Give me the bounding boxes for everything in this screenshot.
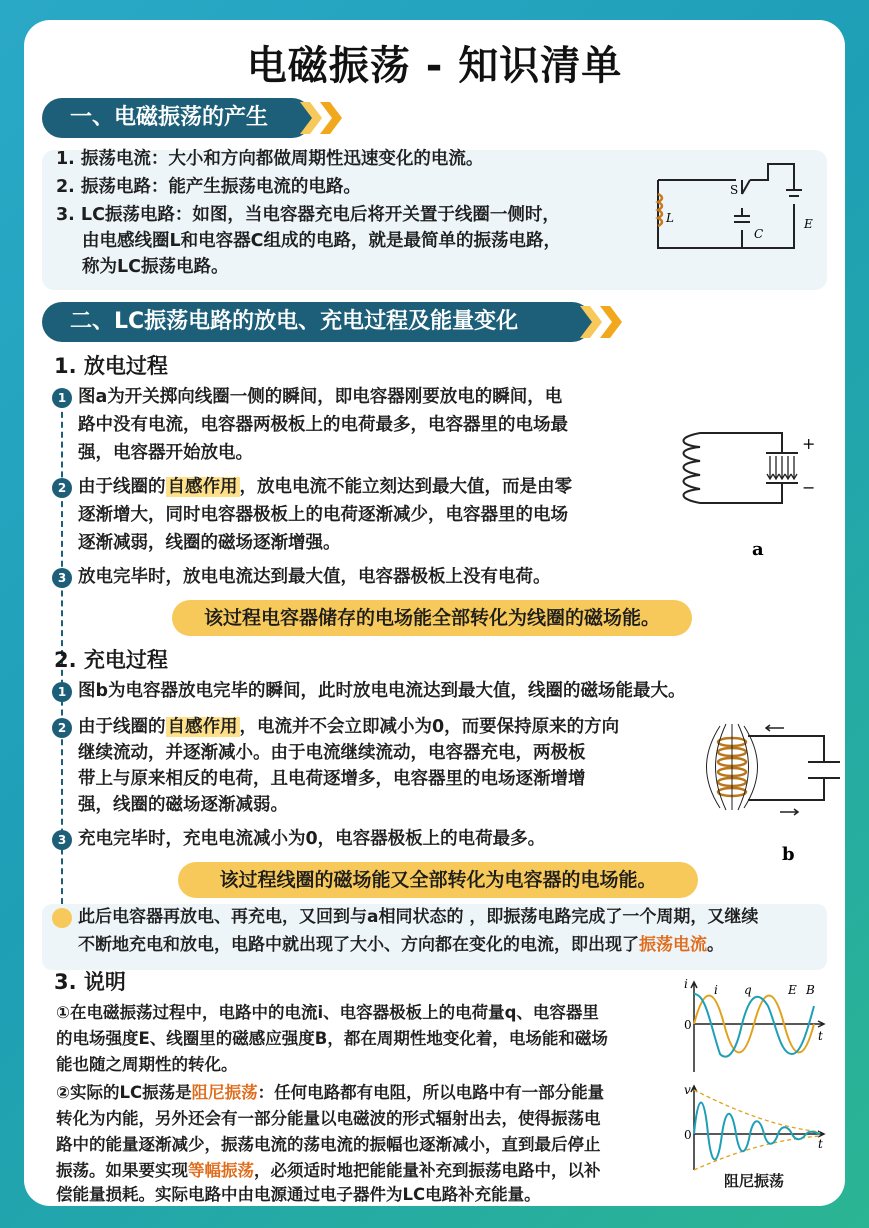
step-badge-2: 2	[52, 718, 72, 738]
figure-b-diagram	[704, 714, 844, 864]
highlight-term: 振荡电流	[639, 935, 707, 955]
paragraph-line: 强，线圈的磁场逐渐减弱。	[78, 795, 288, 815]
label-S: S	[730, 183, 739, 197]
paragraph-line: 路中的能量逐渐减少，振荡电流的荡电流的振幅也逐渐减小，直到最后停止	[56, 1135, 601, 1154]
list-item: 由电感线圈L和电容器C组成的电路，就是最简单的振荡电路，	[82, 231, 561, 251]
paragraph-line: 的电场强度E、线圈里的磁感应强度B，都在周期性地变化着，电场能和磁场	[56, 1029, 608, 1048]
step-badge-2: 2	[52, 478, 72, 498]
figure-a-diagram	[674, 425, 814, 565]
paragraph-line: 由于线圈的 自感作用 ，放电电流不能立刻达到最大值，而是由零	[78, 477, 572, 497]
label-E: E	[804, 217, 813, 231]
highlight-term: 阻尼振荡	[191, 1083, 258, 1102]
section1-header	[42, 98, 312, 138]
highlight-term: 自感作用	[167, 477, 238, 497]
highlight-term: 等幅振荡	[188, 1161, 254, 1180]
paragraph-line: 带上与原来相反的电荷，且电荷逐增多，电容器里的电场逐渐增增	[78, 769, 586, 789]
axis-origin: 0	[684, 1018, 692, 1032]
paragraph-line: 路中没有电流，电容器两极板上的电荷最多，电容器里的电场最	[78, 415, 568, 435]
paragraph-line: 能也随之周期性的转化。	[56, 1055, 238, 1074]
list-item: 3. LC振荡电路：如图，当电容器充电后将开关置于线圈一侧时，	[56, 205, 560, 225]
paragraph-line: 偿能量损耗。实际电路中由电源通过电子器件为LC电路补充能量。	[56, 1185, 541, 1204]
svg-text:+: +	[802, 434, 816, 453]
paragraph-line: ②实际的LC振荡是阻尼振荡：任何电路都有电阻，所以电路中有一部分能量	[56, 1083, 605, 1102]
series-label: q	[744, 983, 752, 997]
note-line: 此后电容器再放电、再充电，又回到与a相同状态的 ，即振荡电路完成了一个周期，又继续	[78, 907, 759, 927]
step-badge-1: 1	[52, 682, 72, 702]
axis-label-x: t	[818, 1029, 823, 1043]
paragraph-line: 逐渐减弱，线圈的磁场逐渐增强。	[78, 533, 341, 553]
chevron-right-icon	[300, 98, 346, 138]
page-title: 电磁振荡 - 知识清单	[246, 43, 623, 89]
series-label: i	[714, 983, 718, 997]
explanation-title: 3. 说明	[54, 970, 126, 994]
axis-label-x: t	[818, 1137, 823, 1151]
step-badge-3: 3	[52, 830, 72, 850]
note-dot-icon	[52, 908, 72, 928]
discharge-title: 1. 放电过程	[54, 354, 168, 378]
list-item: 1. 振荡电流：大小和方向都做周期性迅速变化的电流。	[56, 149, 484, 169]
series-label: E	[788, 983, 797, 997]
axis-label-y: i	[684, 977, 688, 991]
paragraph-line: 转化为内能，另外还会有一部分能量以电磁波的形式辐射出去，使得振荡电	[56, 1109, 601, 1128]
label-L: L	[666, 211, 674, 225]
step-badge-3: 3	[52, 568, 72, 588]
paragraph-line: ①在电磁振荡过程中，电路中的电流i、电容器极板上的电荷量q、电容器里	[56, 1003, 599, 1022]
oscillation-graph	[680, 976, 830, 1076]
graph-caption: 阻尼振荡	[724, 1172, 785, 1190]
list-item: 2. 振荡电路：能产生振荡电流的电路。	[56, 177, 361, 197]
charge-title: 2. 充电过程	[54, 648, 168, 672]
series-label: B	[806, 983, 815, 997]
damped-oscillation-graph	[680, 1082, 830, 1172]
step-badge-1: 1	[52, 388, 72, 408]
charge-summary: 该过程线圈的磁场能又全部转化为电容器的电场能。	[178, 862, 698, 898]
paragraph-line: 放电完毕时，放电电流达到最大值，电容器极板上没有电荷。	[78, 567, 551, 587]
list-item: 称为LC振荡电路。	[82, 257, 229, 277]
note-line: 不断地充电和放电，电路中就出现了大小、方向都在变化的电流，即出现了振荡电流。	[78, 935, 724, 955]
highlight-term: 自感作用	[167, 717, 238, 737]
axis-origin: 0	[684, 1128, 692, 1142]
chevron-right-icon	[580, 302, 626, 342]
paragraph-line: 充电完毕时，充电电流减小为0，电容器极板上的电荷最多。	[78, 829, 546, 849]
svg-text:−: −	[802, 478, 816, 497]
paragraph-line: 由于线圈的 自感作用 ，电流并不会立即减小为0，而要保持原来的方向	[78, 717, 620, 737]
paragraph-line: 图b为电容器放电完毕的瞬间，此时放电电流达到最大值，线圈的磁场能最大。	[78, 681, 686, 701]
paragraph-line: 继续流动，并逐渐减小。由于电流继续流动，电容器充电，两极板	[78, 743, 586, 763]
knowledge-card	[24, 20, 845, 1206]
paragraph-line: 逐渐增大，同时电容器极板上的电荷逐渐减少，电容器里的电场	[78, 505, 568, 525]
figure-a-label: a	[752, 539, 764, 560]
section2-header-text: 二、LC振荡电路的放电、充电过程及能量变化	[70, 309, 519, 334]
paragraph-line: 图a为开关掷向线圈一侧的瞬间，即电容器刚要放电的瞬间，电	[78, 387, 563, 407]
section1-header-text: 一、电磁振荡的产生	[70, 105, 269, 130]
section2-header	[42, 302, 592, 342]
discharge-summary: 该过程电容器储存的电场能全部转化为线圈的磁场能。	[172, 600, 692, 636]
paragraph-line: 振荡。如果要实现等幅振荡，必须适时地把能能量补充到振荡电路中，以补	[56, 1161, 601, 1180]
figure-b-label: b	[782, 844, 795, 865]
lc-circuit-diagram	[646, 160, 826, 260]
axis-label-y: v	[684, 1083, 691, 1097]
label-C: C	[754, 227, 764, 241]
paragraph-line: 强，电容器开始放电。	[78, 443, 253, 463]
